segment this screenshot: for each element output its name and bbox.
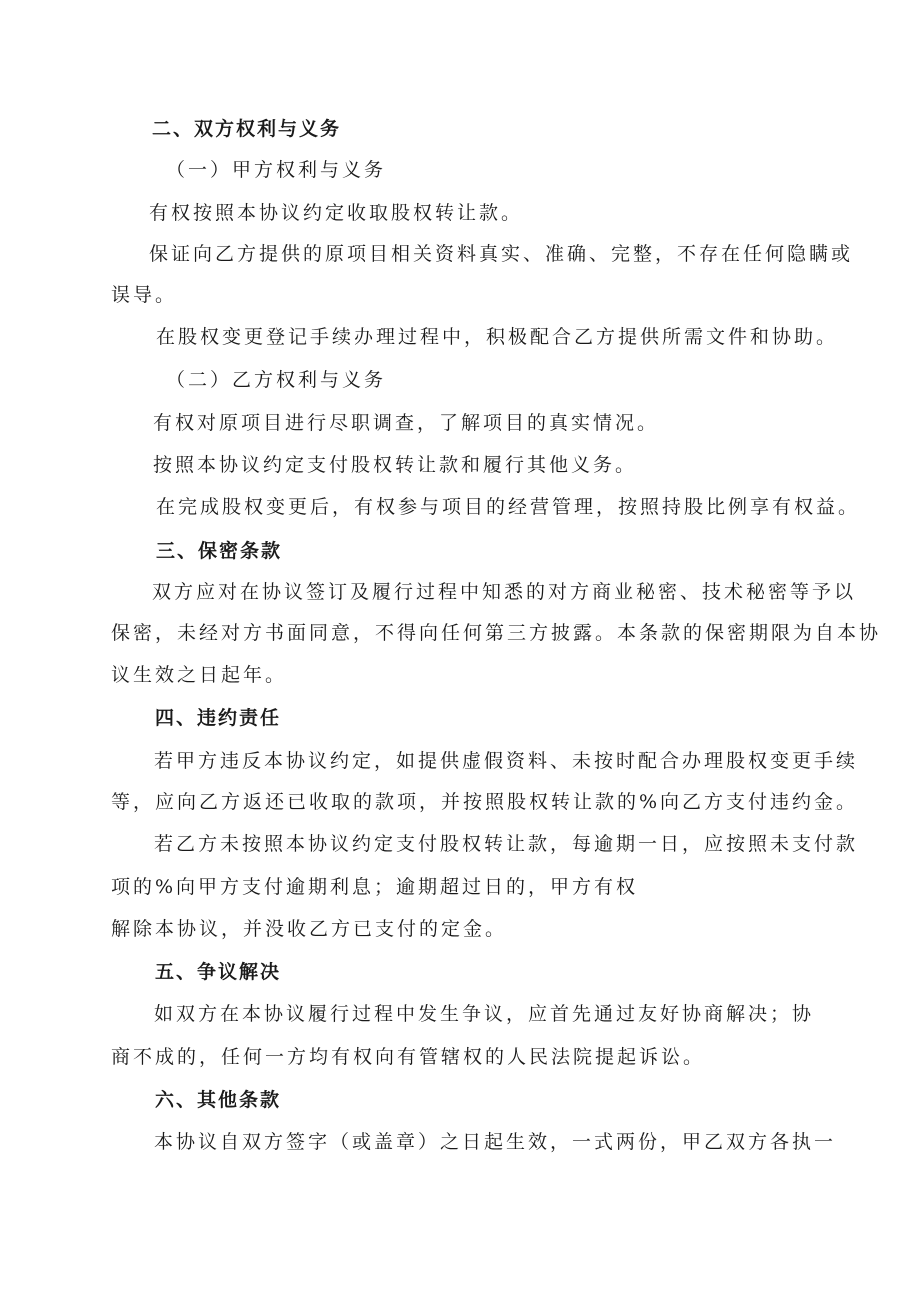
paragraph-liability-2-line2: 项的%向甲方支付逾期利息；逾期超过日的，甲方有权	[111, 876, 639, 898]
paragraph-party-b-3: 在完成股权变更后，有权参与项目的经营管理，按照持股比例享有权益。	[156, 496, 861, 518]
paragraph-party-b-1: 有权对原项目进行尽职调查，了解项目的真实情况。	[153, 412, 660, 434]
paragraph-party-a-3: 在股权变更登记手续办理过程中，积极配合乙方提供所需文件和协助。	[156, 326, 839, 348]
paragraph-dispute-line2: 商不成的，任何一方均有权向有管辖权的人民法院提起诉讼。	[111, 1046, 706, 1068]
paragraph-party-a-1: 有权按照本协议约定收取股权转让款。	[149, 202, 524, 224]
paragraph-party-a-2-line2: 误导。	[111, 284, 178, 306]
paragraph-party-b-2: 按照本协议约定支付股权转让款和履行其他义务。	[153, 454, 638, 476]
section-heading-confidentiality: 三、保密条款	[156, 540, 283, 562]
section-heading-other-terms: 六、其他条款	[155, 1089, 282, 1111]
paragraph-dispute-line1: 如双方在本协议履行过程中发生争议，应首先通过友好协商解决；协	[154, 1003, 815, 1025]
paragraph-other-terms-line1: 本协议自双方签字（或盖章）之日起生效，一式两份，甲乙双方各执一	[154, 1131, 837, 1153]
paragraph-liability-2-line3: 解除本协议，并没收乙方已支付的定金。	[111, 918, 508, 940]
paragraph-confidentiality-line2: 保密，未经对方书面同意，不得向任何第三方披露。本条款的保密期限为自本协	[111, 622, 882, 644]
paragraph-confidentiality-line3: 议生效之日起年。	[111, 664, 288, 686]
paragraph-liability-2-line1: 若乙方未按照本协议约定支付股权转让款，每逾期一日，应按照未支付款	[154, 833, 859, 855]
subsection-title-party-b: （二）乙方权利与义务	[166, 369, 387, 391]
section-heading-rights-obligations: 二、双方权利与义务	[152, 118, 342, 140]
subsection-title-party-a: （一）甲方权利与义务	[166, 159, 387, 181]
paragraph-party-a-2-line1: 保证向乙方提供的原项目相关资料真实、准确、完整，不存在任何隐瞒或	[149, 243, 854, 265]
paragraph-confidentiality-line1: 双方应对在协议签订及履行过程中知悉的对方商业秘密、技术秘密等予以	[152, 581, 857, 603]
section-heading-liability: 四、违约责任	[155, 707, 282, 729]
paragraph-liability-1-line2: 等，应向乙方返还已收取的款项，并按照股权转让款的%向乙方支付违约金。	[111, 791, 859, 813]
section-heading-dispute: 五、争议解决	[155, 961, 282, 983]
paragraph-liability-1-line1: 若甲方违反本协议约定，如提供虚假资料、未按时配合办理股权变更手续	[154, 750, 859, 772]
